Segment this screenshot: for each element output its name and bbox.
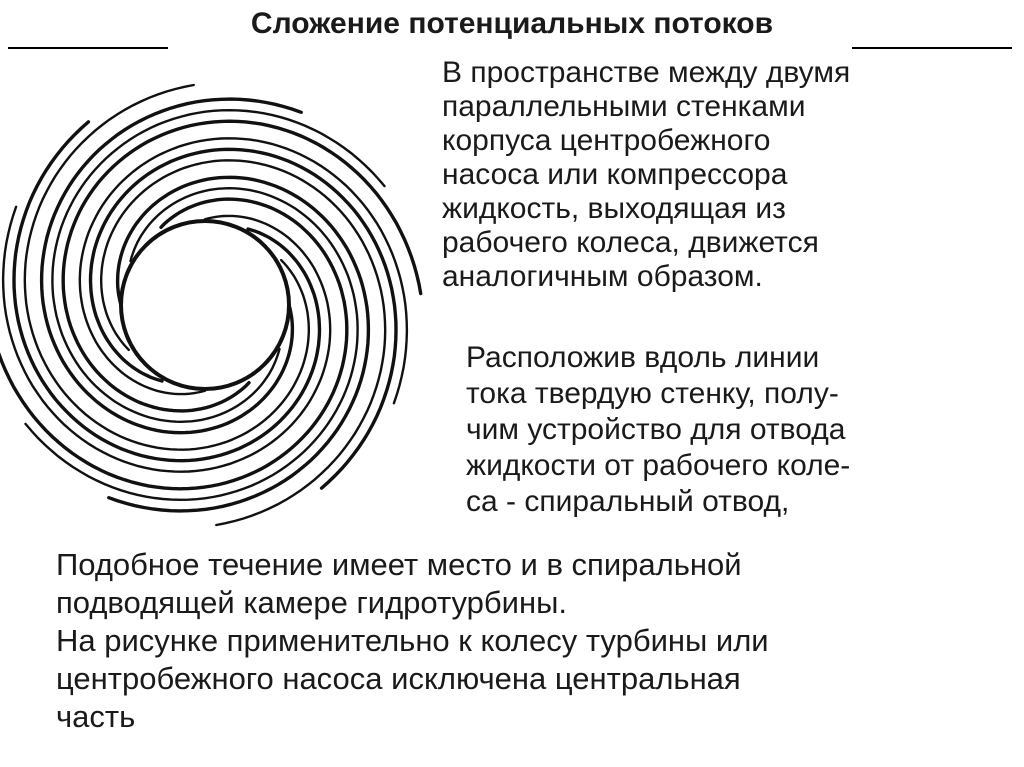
spiral-streamlines-icon (0, 50, 440, 550)
spiral-lines (0, 85, 421, 525)
title-rule-left (8, 47, 168, 49)
inner-circle (121, 221, 289, 389)
slide-title: Сложение потенциальных потоков (250, 7, 774, 40)
title-rule-right (852, 47, 1012, 49)
paragraph-spiral-outlet: Расположив вдоль линии тока твердую стенку, полу- чим устройство для отвода жидкости от рабочего коле- са - спиральный отвод, (466, 341, 851, 518)
paragraph-potential-flow: В пространстве между двумя параллельными стенками корпуса центробежного насоса или компрессора жидкость, выходящая из рабочего колеса, движется аналогичным образом. (442, 56, 851, 293)
paragraph-turbine-chamber: Подобное течение имеет место и в спиральной подводящей камере гидротурбины. На рисунке применительно к колесу турбины или центробежного насоса исключена центральная часть (56, 547, 769, 734)
